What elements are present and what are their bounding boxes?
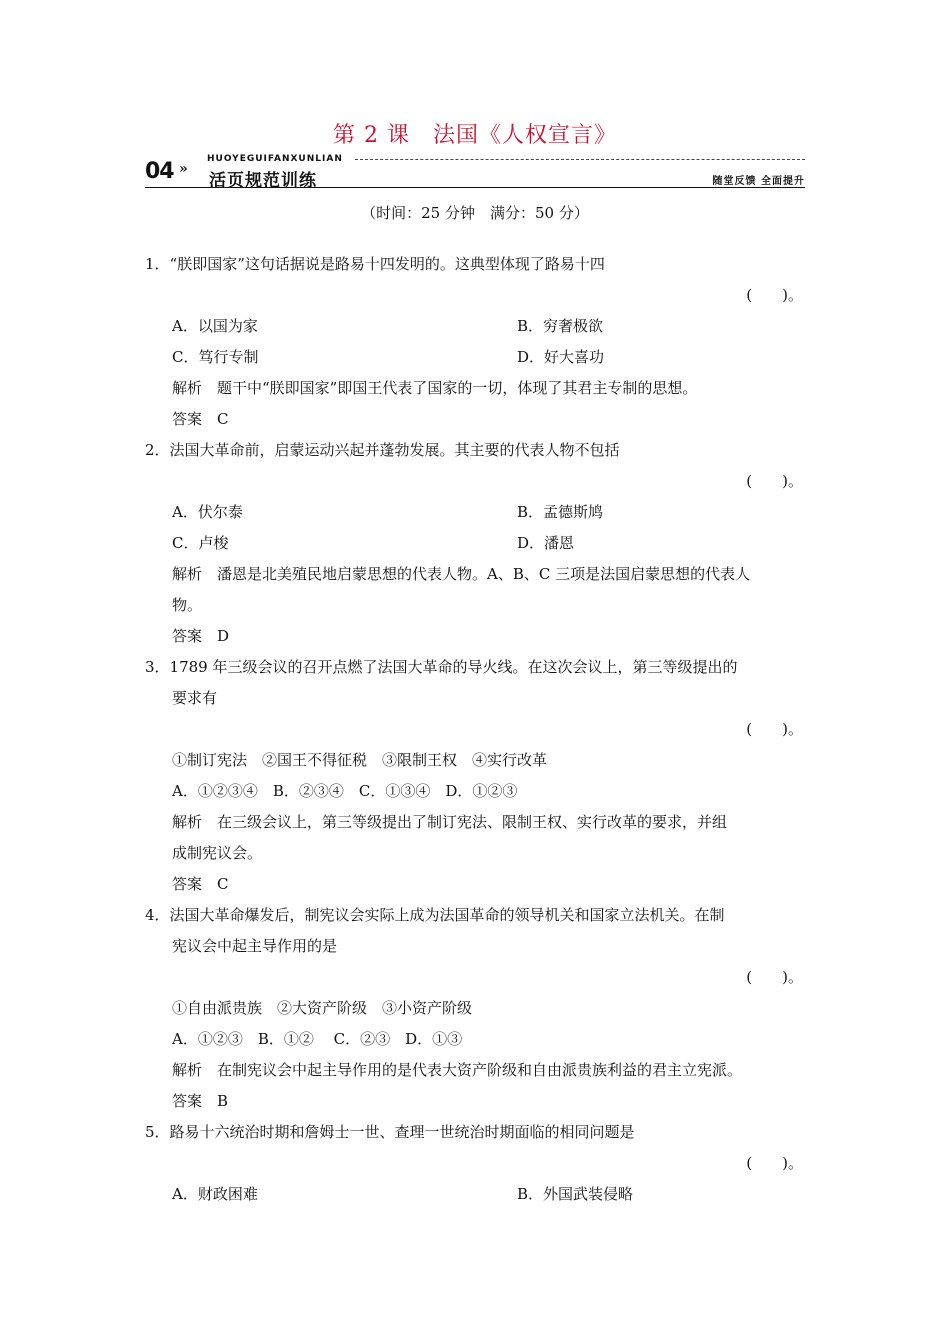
option-d: D．潘恩 (517, 534, 575, 552)
question-stem: 1．“朕即国家”这句话据说是路易十四发明的。这典型体现了路易十四 (145, 255, 605, 273)
question-stem: 3．1789 年三级会议的召开点燃了法国大革命的导火线。在这次会议上，第三等级提出的 (145, 658, 738, 676)
section-header (145, 155, 805, 191)
section-number: 04 (145, 159, 174, 184)
question-stem-continued: 要求有 (172, 689, 218, 707)
option-c: C．卢梭 (172, 534, 229, 552)
answer-blank: ( )。 (746, 968, 803, 986)
answer: 答案 D (172, 627, 230, 645)
page-title: 第 2 课 法国《人权宣言》 (333, 123, 617, 148)
analysis: 解析 潘恩是北美殖民地启蒙思想的代表人物。A、B、C 三项是法国启蒙思想的代表人 (172, 565, 751, 583)
option-row: A．①②③ B．①② C．②③ D．①③ (172, 1030, 463, 1048)
question-list (145, 249, 805, 1210)
option-b: B．外国武装侵略 (517, 1185, 634, 1203)
option-row (145, 342, 805, 373)
question-stem: 4．法国大革命爆发后，制宪议会实际上成为法国革命的领导机关和国家立法机关。在制 (145, 906, 725, 924)
option-b: B．孟德斯鸠 (517, 503, 604, 521)
option-a: A．以国为家 (172, 317, 258, 335)
option-row (145, 497, 805, 528)
analysis-continued: 物。 (172, 596, 203, 614)
option-row (145, 311, 805, 342)
question-stem: 2．法国大革命前，启蒙运动兴起并蓬勃发展。其主要的代表人物不包括 (145, 441, 620, 459)
double-chevron-icon: » (179, 161, 188, 177)
question-stem-continued: 宪议会中起主导作用的是 (172, 937, 338, 955)
option-d: D．好大喜功 (517, 348, 605, 366)
answer-blank: ( )。 (746, 1154, 803, 1172)
answer: 答案 C (172, 410, 229, 428)
answer-blank: ( )。 (746, 472, 803, 490)
option-a: A．财政困难 (172, 1185, 258, 1203)
option-b: B．穷奢极欲 (517, 317, 604, 335)
statement-items: ①制订宪法 ②国王不得征税 ③限制王权 ④实行改革 (172, 751, 548, 769)
statement-items: ①自由派贵族 ②大资产阶级 ③小资产阶级 (172, 999, 473, 1017)
dashed-divider (355, 159, 805, 160)
option-c: C．笃行专制 (172, 348, 259, 366)
answer-blank: ( )。 (746, 286, 803, 304)
answer-blank: ( )。 (746, 720, 803, 738)
header-rule (145, 187, 805, 188)
option-row (145, 1179, 805, 1210)
section-pinyin: HUOYEGUIFANXUNLIAN (207, 154, 343, 164)
analysis: 解析 题干中“朕即国家”即国王代表了国家的一切，体现了其君主专制的思想。 (172, 379, 698, 397)
option-row: A．①②③④ B．②③④ C．①③④ D．①②③ (172, 782, 518, 800)
time-score-info: （时间：25 分钟 满分：50 分） (361, 204, 589, 222)
section-label: 活页规范训练 (209, 171, 317, 191)
answer: 答案 C (172, 875, 229, 893)
section-slogan: 随堂反馈 全面提升 (712, 176, 805, 187)
analysis: 解析 在三级会议上，第三等级提出了制订宪法、限制王权、实行改革的要求，并组 (172, 813, 728, 831)
answer: 答案 B (172, 1092, 229, 1110)
analysis: 解析 在制宪议会中起主导作用的是代表大资产阶级和自由派贵族利益的君主立宪派。 (172, 1061, 743, 1079)
analysis-continued: 成制宪议会。 (172, 844, 263, 862)
option-row (145, 528, 805, 559)
question-stem: 5．路易十六统治时期和詹姆士一世、查理一世统治时期面临的相同问题是 (145, 1123, 635, 1141)
option-a: A．伏尔泰 (172, 503, 243, 521)
